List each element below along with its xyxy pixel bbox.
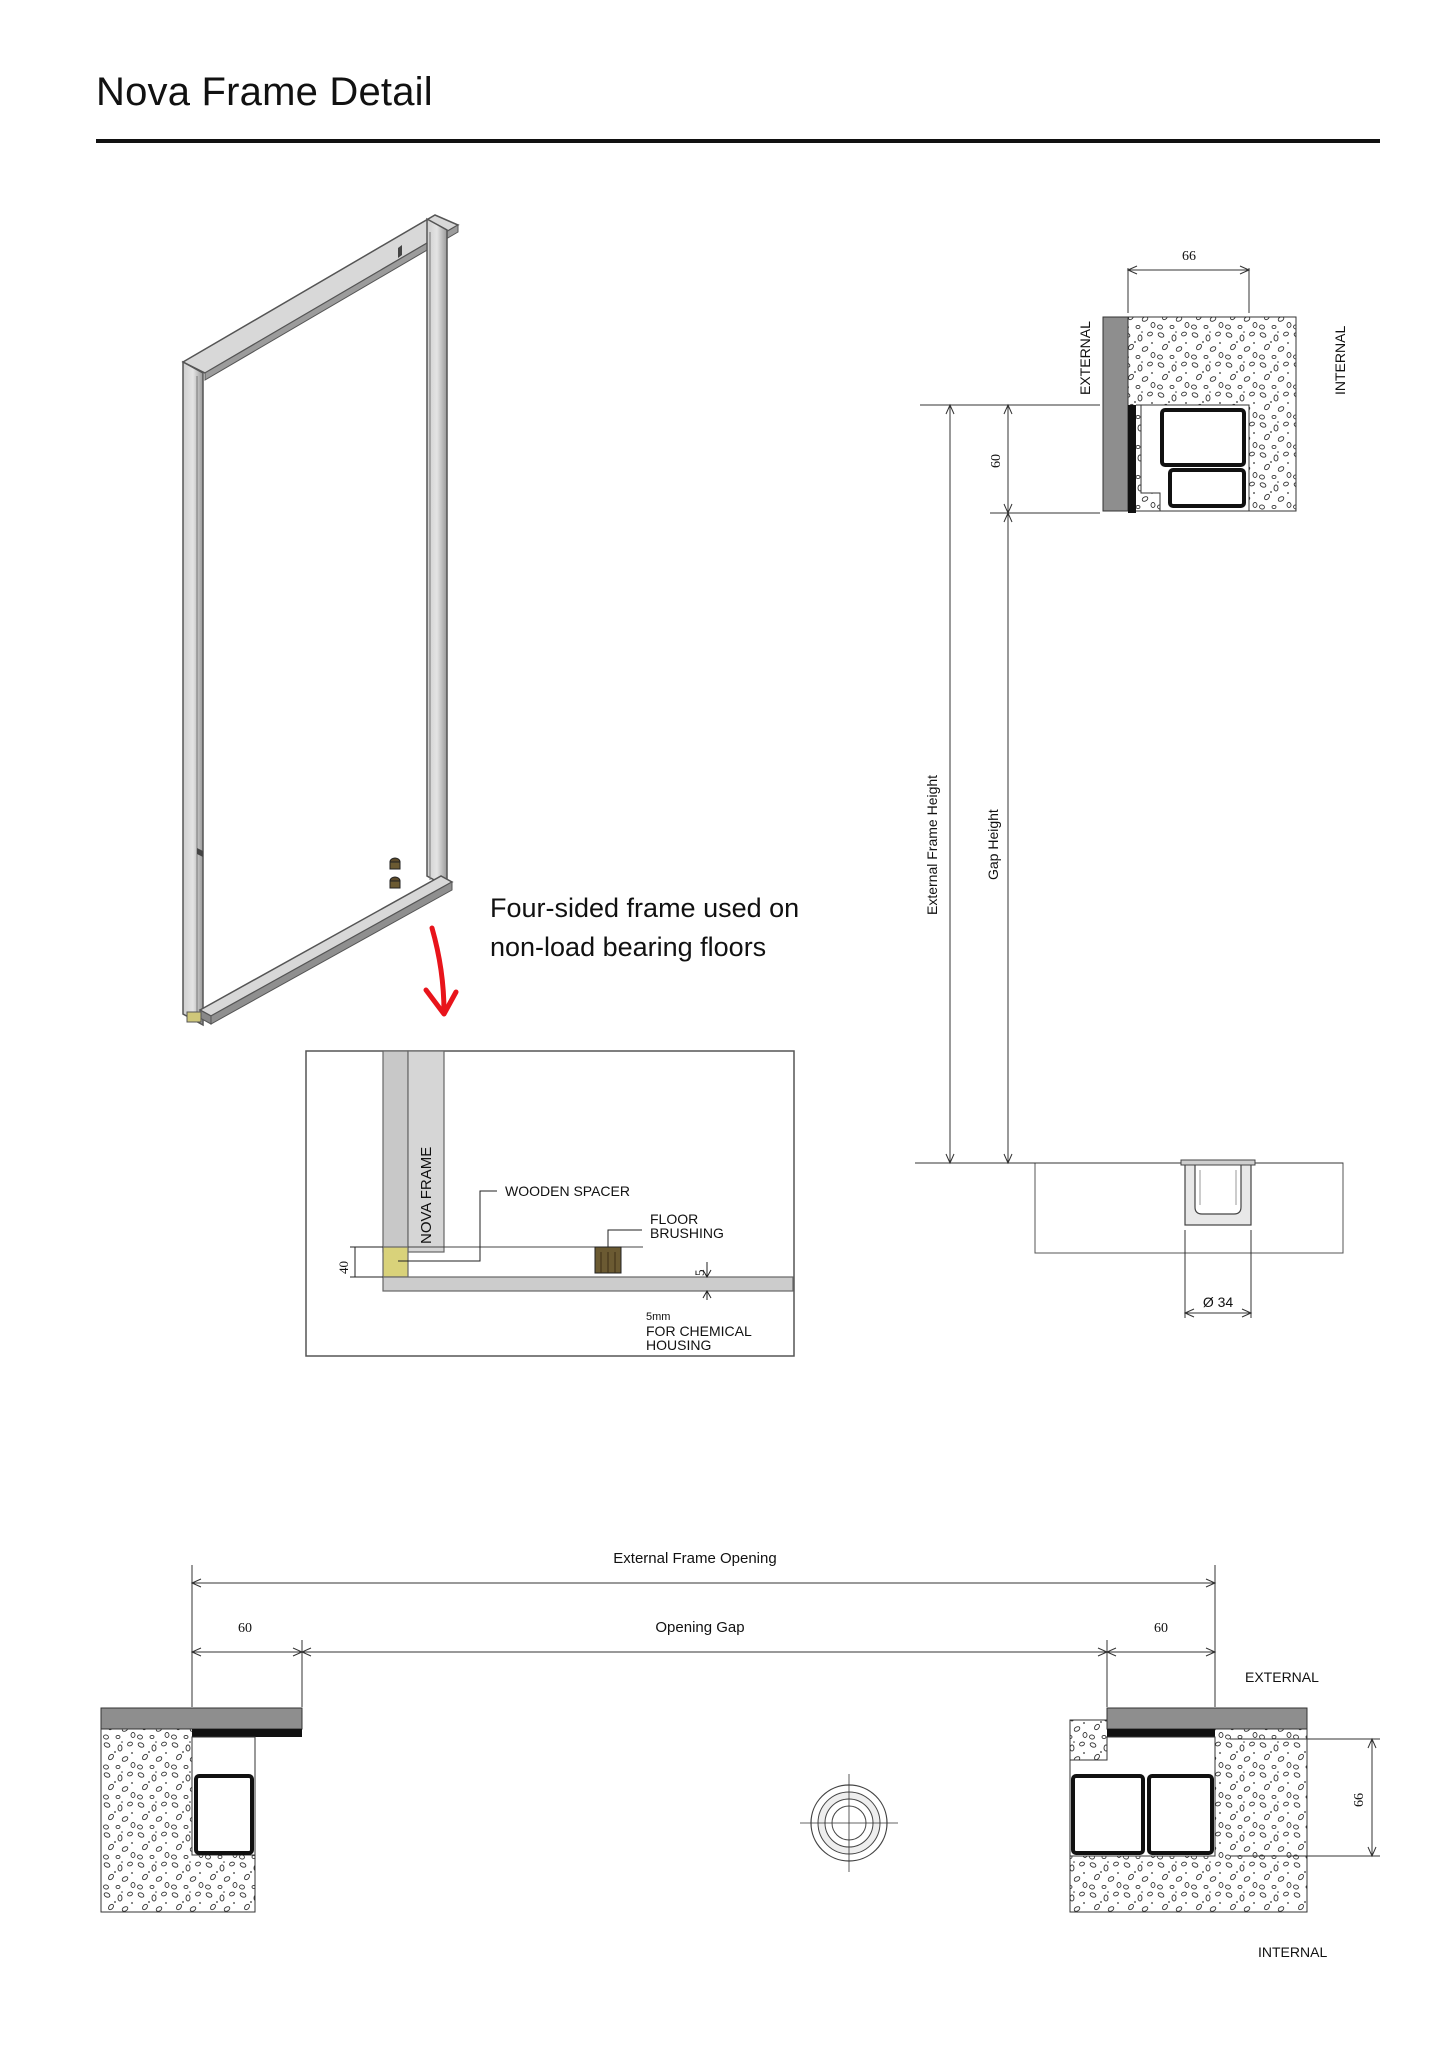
external-frame-opening-label: External Frame Opening: [613, 1550, 777, 1567]
plan-dim-66-label: 66: [1352, 1793, 1367, 1807]
chemical-housing-label-1: FOR CHEMICAL: [646, 1323, 752, 1339]
iso-note-line-1: Four-sided frame used on: [490, 893, 800, 923]
vert-external-label: EXTERNAL: [1077, 321, 1093, 395]
plan-section: [101, 1565, 1380, 1912]
chemical-housing-label-2: HOUSING: [646, 1337, 712, 1353]
gap-5mm-label: 5mm: [646, 1311, 671, 1323]
wooden-spacer-label: WOODEN SPACER: [505, 1183, 630, 1199]
red-arrow-icon: [426, 928, 456, 1014]
iso-note-line-2: non-load bearing floors: [490, 932, 767, 962]
dim-40-label: 40: [336, 1261, 351, 1274]
iso-frame: [183, 215, 458, 1025]
plan-dim-60-right-label: 60: [1154, 1621, 1168, 1636]
floor-detail: [306, 1051, 794, 1356]
plan-dim-60-left-label: 60: [238, 1621, 252, 1636]
page-title: Nova Frame Detail: [96, 70, 433, 114]
diameter-34-label: Ø 34: [1202, 1294, 1234, 1310]
plan-internal-label: INTERNAL: [1258, 1944, 1328, 1960]
dim-5-label: 5: [692, 1269, 707, 1276]
external-frame-height-label: External Frame Height: [924, 774, 940, 915]
vert-dim-60-label: 60: [989, 454, 1004, 468]
floor-brushing-label-2: BRUSHING: [650, 1225, 724, 1241]
opening-gap-label: Opening Gap: [655, 1619, 745, 1636]
nova-frame-label: NOVA FRAME: [418, 1146, 435, 1244]
floor-brushing-label-1: FLOOR: [650, 1211, 699, 1227]
gap-height-label: Gap Height: [985, 809, 1001, 880]
vert-internal-label: INTERNAL: [1332, 325, 1348, 395]
plan-external-label: EXTERNAL: [1245, 1669, 1319, 1685]
vert-dim-66-label: 66: [1182, 249, 1196, 264]
vertical-section: [915, 266, 1343, 1318]
